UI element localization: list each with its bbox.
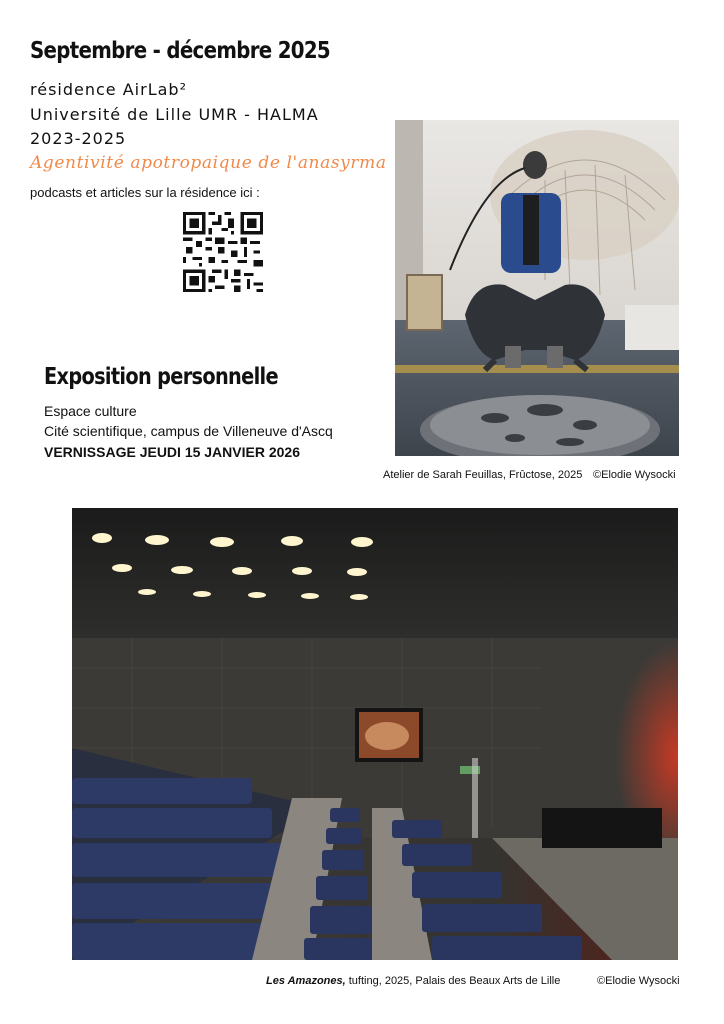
studio-photo-caption: Atelier de Sarah Feuillas, Frûctose, 2025 xyxy=(383,469,583,481)
exhibition-location: Cité scientifique, campus de Villeneuve d'Ascq xyxy=(44,423,333,439)
studio-photo-credit: ©Elodie Wysocki xyxy=(593,469,676,481)
period-heading: Septembre - décembre 2025 xyxy=(30,38,331,64)
residence-line-3: 2023-2025 xyxy=(30,129,127,148)
podcast-text: podcasts et articles sur la résidence ici : xyxy=(30,185,260,200)
exhibition-venue: Espace culture xyxy=(44,403,137,419)
artwork-details: tufting, 2025, Palais des Beaux Arts de Lille xyxy=(345,975,561,987)
opening-date: VERNISSAGE JEUDI 15 JANVIER 2026 xyxy=(44,444,300,460)
artwork-title: Les Amazones, xyxy=(266,975,346,987)
residence-line-1: résidence AirLab² xyxy=(30,80,187,99)
project-title: Agentivité apotropaique de l'anasyrma xyxy=(30,153,387,173)
exhibition-title: Exposition personnelle xyxy=(44,364,278,390)
auditorium-photo-credit: ©Elodie Wysocki xyxy=(597,975,680,987)
studio-photo xyxy=(395,120,679,456)
residence-line-2: Université de Lille UMR - HALMA xyxy=(30,105,319,124)
auditorium-photo-caption xyxy=(266,975,560,987)
qr-code-icon[interactable] xyxy=(183,212,263,292)
auditorium-photo xyxy=(72,508,678,960)
